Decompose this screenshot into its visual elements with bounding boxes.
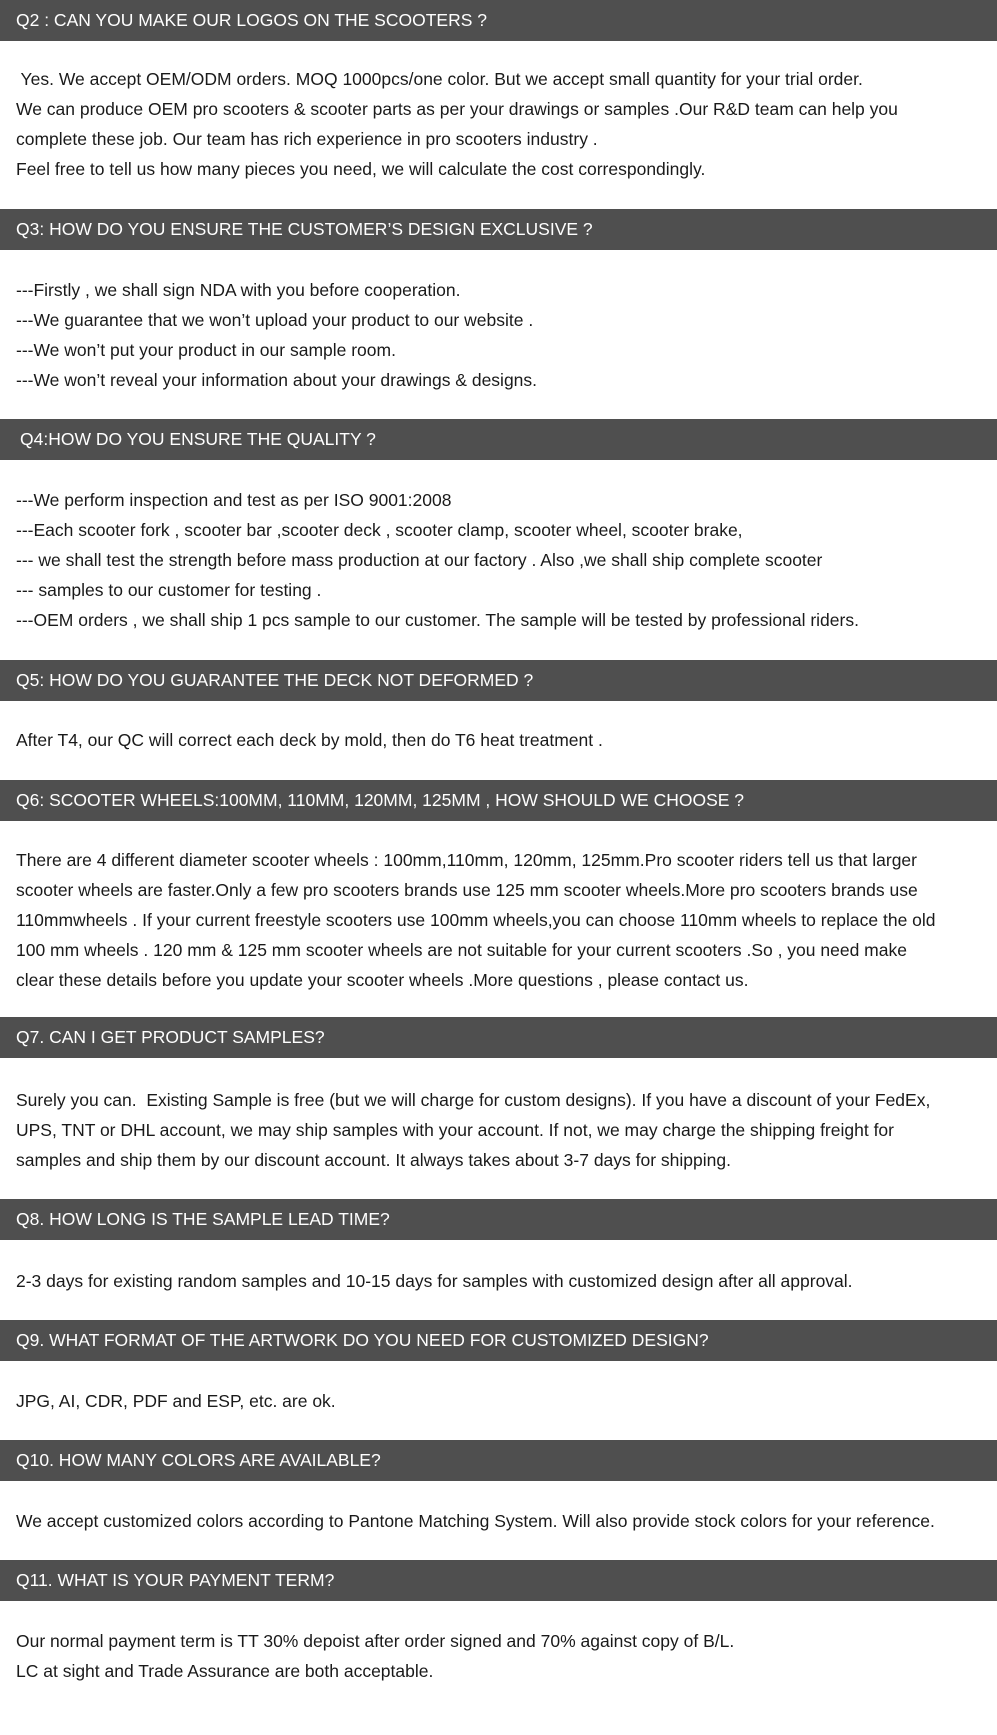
question-bar-q10: Q10. HOW MANY COLORS ARE AVAILABLE? bbox=[0, 1440, 997, 1481]
answer-line: LC at sight and Trade Assurance are both acceptable. bbox=[16, 1661, 434, 1681]
answer-line: Feel free to tell us how many pieces you need, we will calculate the cost correspondingly. bbox=[16, 159, 706, 179]
answer-line: complete these job. Our team has rich experience in pro scooters industry . bbox=[16, 129, 598, 149]
answer-line: ---We won’t reveal your information about your drawings & designs. bbox=[16, 370, 538, 390]
answer-block-q6 bbox=[16, 845, 988, 995]
question-bar-q8: Q8. HOW LONG IS THE SAMPLE LEAD TIME? bbox=[0, 1199, 997, 1240]
answer-block-q3 bbox=[16, 275, 988, 395]
answer-line: ---We guarantee that we won’t upload your product to our website . bbox=[16, 310, 534, 330]
answer-line: Yes. We accept OEM/ODM orders. MOQ 1000pcs/one color. But we accept small quantity for your trial order. bbox=[16, 69, 863, 89]
answer-block-q9 bbox=[16, 1386, 988, 1416]
answer-line: ---Each scooter fork , scooter bar ,scooter deck , scooter clamp, scooter wheel, scooter brake, bbox=[16, 520, 743, 540]
answer-line: JPG, AI, CDR, PDF and ESP, etc. are ok. bbox=[16, 1391, 336, 1411]
answer-line: 2-3 days for existing random samples and 10-15 days for samples with customized design after all approval. bbox=[16, 1271, 853, 1291]
answer-line: --- we shall test the strength before mass production at our factory . Also ,we shall ship complete scooter bbox=[16, 550, 823, 570]
question-bar-q3: Q3: HOW DO YOU ENSURE THE CUSTOMER’S DESIGN EXCLUSIVE ? bbox=[0, 209, 997, 250]
answer-block-q7 bbox=[16, 1085, 988, 1175]
answer-line: There are 4 different diameter scooter wheels : 100mm,110mm, 120mm, 125mm.Pro scooter riders tell us that larger bbox=[16, 850, 917, 870]
answer-block-q10 bbox=[16, 1506, 988, 1536]
question-bar-q7: Q7. CAN I GET PRODUCT SAMPLES? bbox=[0, 1017, 997, 1058]
answer-block-q2 bbox=[16, 64, 988, 184]
answer-line: ---We perform inspection and test as per ISO 9001:2008 bbox=[16, 490, 452, 510]
answer-line: 110mmwheels . If your current freestyle scooters use 100mm wheels,you can choose 110mm wheels to replace the old bbox=[16, 910, 936, 930]
answer-block-q4 bbox=[16, 485, 988, 635]
answer-block-q8 bbox=[16, 1266, 988, 1296]
question-bar-q4: Q4:HOW DO YOU ENSURE THE QUALITY ? bbox=[0, 419, 997, 460]
question-bar-q5: Q5: HOW DO YOU GUARANTEE THE DECK NOT DEFORMED ? bbox=[0, 660, 997, 701]
question-bar-q2: Q2 : CAN YOU MAKE OUR LOGOS ON THE SCOOTERS ? bbox=[0, 0, 997, 41]
answer-line: ---We won’t put your product in our sample room. bbox=[16, 340, 396, 360]
answer-line: Our normal payment term is TT 30% depoist after order signed and 70% against copy of B/L. bbox=[16, 1631, 735, 1651]
answer-line: After T4, our QC will correct each deck by mold, then do T6 heat treatment . bbox=[16, 730, 603, 750]
question-bar-q11: Q11. WHAT IS YOUR PAYMENT TERM? bbox=[0, 1560, 997, 1601]
answer-line: ---Firstly , we shall sign NDA with you before cooperation. bbox=[16, 280, 461, 300]
answer-line: samples and ship them by our discount account. It always takes about 3-7 days for shipping. bbox=[16, 1150, 731, 1170]
answer-line: UPS, TNT or DHL account, we may ship samples with your account. If not, we may charge the shipping freight for bbox=[16, 1120, 894, 1140]
answer-line: --- samples to our customer for testing . bbox=[16, 580, 322, 600]
answer-line: 100 mm wheels . 120 mm & 125 mm scooter wheels are not suitable for your current scooters .So , you need make bbox=[16, 940, 907, 960]
answer-line: clear these details before you update your scooter wheels .More questions , please contact us. bbox=[16, 970, 749, 990]
question-bar-q9: Q9. WHAT FORMAT OF THE ARTWORK DO YOU NEED FOR CUSTOMIZED DESIGN? bbox=[0, 1320, 997, 1361]
answer-line: scooter wheels are faster.Only a few pro scooters brands use 125 mm scooter wheels.More pro scooters brands use bbox=[16, 880, 918, 900]
answer-block-q11 bbox=[16, 1626, 988, 1686]
answer-block-q5 bbox=[16, 725, 988, 755]
answer-line: We can produce OEM pro scooters & scooter parts as per your drawings or samples .Our R&D team can help you bbox=[16, 99, 898, 119]
question-bar-q6: Q6: SCOOTER WHEELS:100MM, 110MM, 120MM, 125MM , HOW SHOULD WE CHOOSE ? bbox=[0, 780, 997, 821]
answer-line: ---OEM orders , we shall ship 1 pcs sample to our customer. The sample will be tested by professional riders. bbox=[16, 610, 859, 630]
answer-line: Surely you can. Existing Sample is free (but we will charge for custom designs). If you have a discount of your FedEx, bbox=[16, 1090, 931, 1110]
answer-line: We accept customized colors according to Pantone Matching System. Will also provide stock colors for your reference. bbox=[16, 1511, 935, 1531]
